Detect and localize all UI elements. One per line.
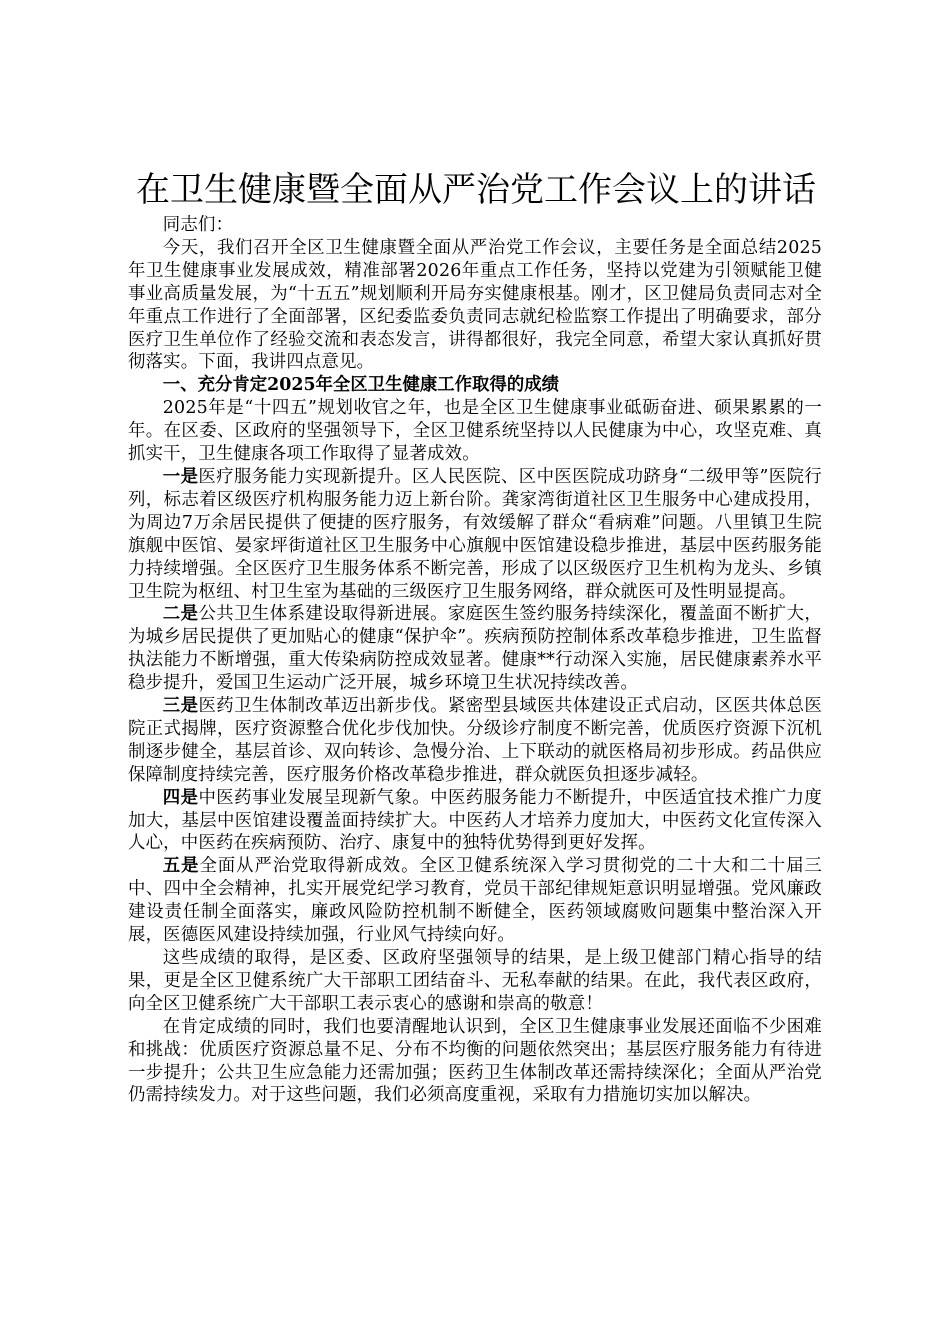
point-paragraph-1 (128, 466, 822, 603)
point-lead-1: 一是 (162, 466, 199, 487)
point-lead-4: 四是 (162, 787, 199, 808)
point-text-5: 全面从严治党取得新成效。全区卫健系统深入学习贯彻党的二十大和二十届三中、四中全会精神，扎实开展党纪学习教育，党员干部纪律规矩意识明显增强。党风廉政建设责任制全面落实，廉政风险防控机制不断健全，医药领域腐败问题集中整治深入开展，医德医风建设持续加强，行业风气持续向好。 (128, 856, 822, 946)
document-body (128, 168, 822, 1107)
point-lead-3: 三是 (162, 696, 199, 717)
point-lead-5: 五是 (162, 856, 200, 877)
point-text-2: 公共卫生体系建设取得新进展。家庭医生签约服务持续深化，覆盖面不断扩大，为城乡居民提供了更加贴心的健康“保护伞”。疾病预防控制体系改革稳步推进，卫生监督执法能力不断增强，重大传染病防控成效显著。健康**行动深入实施，居民健康素养水平稳步提升，爱国卫生运动广泛开展，城乡环境卫生状况持续改善。 (128, 604, 822, 694)
point-lead-2: 二是 (162, 604, 199, 625)
point-paragraph-5 (128, 855, 822, 947)
thanks-paragraph: 这些成绩的取得，是区委、区政府坚强领导的结果，是上级卫健部门精心指导的结果，更是全区卫健系统广大干部职工团结奋斗、无私奉献的结果。在此，我代表区政府，向全区卫健系统广大干部职工表示衷心的感谢和崇高的敬意！ (128, 948, 822, 1014)
document-title: 在卫生健康暨全面从严治党工作会议上的讲话 (136, 170, 816, 210)
section-heading-1: 一、充分肯定2025年全区卫生健康工作取得的成绩 (162, 375, 560, 396)
point-text-4: 中医药事业发展呈现新气象。中医药服务能力不断提升，中医适宜技术推广力度加大，基层中医馆建设覆盖面持续扩大。中医药人才培养力度加大，中医药文化宣传深入人心，中医药在疾病预防、治疗、康复中的独特优势得到更好发挥。 (128, 787, 822, 854)
section-intro-paragraph: 2025年是“十四五”规划收官之年，也是全区卫生健康事业砥砺奋进、硕果累累的一年。在区委、区政府的坚强领导下，全区卫健系统坚持以人民健康为中心，攻坚克难、真抓实干，卫生健康各项工作取得了显著成效。 (128, 398, 822, 465)
intro-paragraph: 今天，我们召开全区卫生健康暨全面从严治党工作会议，主要任务是全面总结2025年卫生健康事业发展成效，精准部署2026年重点工作任务，坚持以党建为引领赋能卫健事业高质量发展，为“十五五”规划顺利开局夯实健康根基。刚才，区卫健局负责同志对全年重点工作进行了全面部署，区纪委监委负责同志就纪检监察工作提出了明确要求，部分医疗卫生单位作了经验交流和表态发言，讲得都很好，我完全同意，希望大家认真抓好贯彻落实。下面，我讲四点意见。 (128, 237, 822, 373)
point-paragraph-4 (128, 787, 822, 856)
point-text-3: 医药卫生体制改革迈出新步伐。紧密型县域医共体建设正式启动，区医共体总医院正式揭牌，医疗资源整合优化步伐加快。分级诊疗制度不断完善，优质医疗资源下沉机制逐步健全，基层首诊、双向转诊、急慢分治、上下联动的就医格局初步形成。药品供应保障制度持续完善，医疗服务价格改革稳步推进，群众就医负担逐步减轻。 (128, 696, 822, 785)
point-text-1: 医疗服务能力实现新提升。区人民医院、区中医医院成功跻身“二级甲等”医院行列，标志着区级医疗机构服务能力迈上新台阶。龚家湾街道社区卫生服务中心建成投用，为周边7万余居民提供了便捷的医疗服务，有效缓解了群众“看病难”问题。八里镇卫生院旗舰中医馆、晏家坪街道社区卫生服务中心旗舰中医馆建设稳步推进，基层中医药服务能力持续增强。全区医疗卫生服务体系不断完善，形成了以区级医疗卫生机构为龙头、乡镇卫生院为枢纽、村卫生室为基础的三级医疗卫生服务网络，群众就医可及性明显提高。 (128, 466, 822, 602)
point-paragraph-3 (128, 695, 822, 787)
point-paragraph-2 (128, 603, 822, 695)
challenges-paragraph: 在肯定成绩的同时，我们也要清醒地认识到，全区卫生健康事业发展还面临不少困难和挑战：优质医疗资源总量不足、分布不均衡的问题依然突出；基层医疗服务能力有待进一步提升；公共卫生应急能力还需加强；医药卫生体制改革还需持续深化；全面从严治党仍需持续发力。对于这些问题，我们必须高度重视，采取有力措施切实加以解决。 (128, 1016, 822, 1106)
salutation: 同志们： (162, 215, 234, 235)
